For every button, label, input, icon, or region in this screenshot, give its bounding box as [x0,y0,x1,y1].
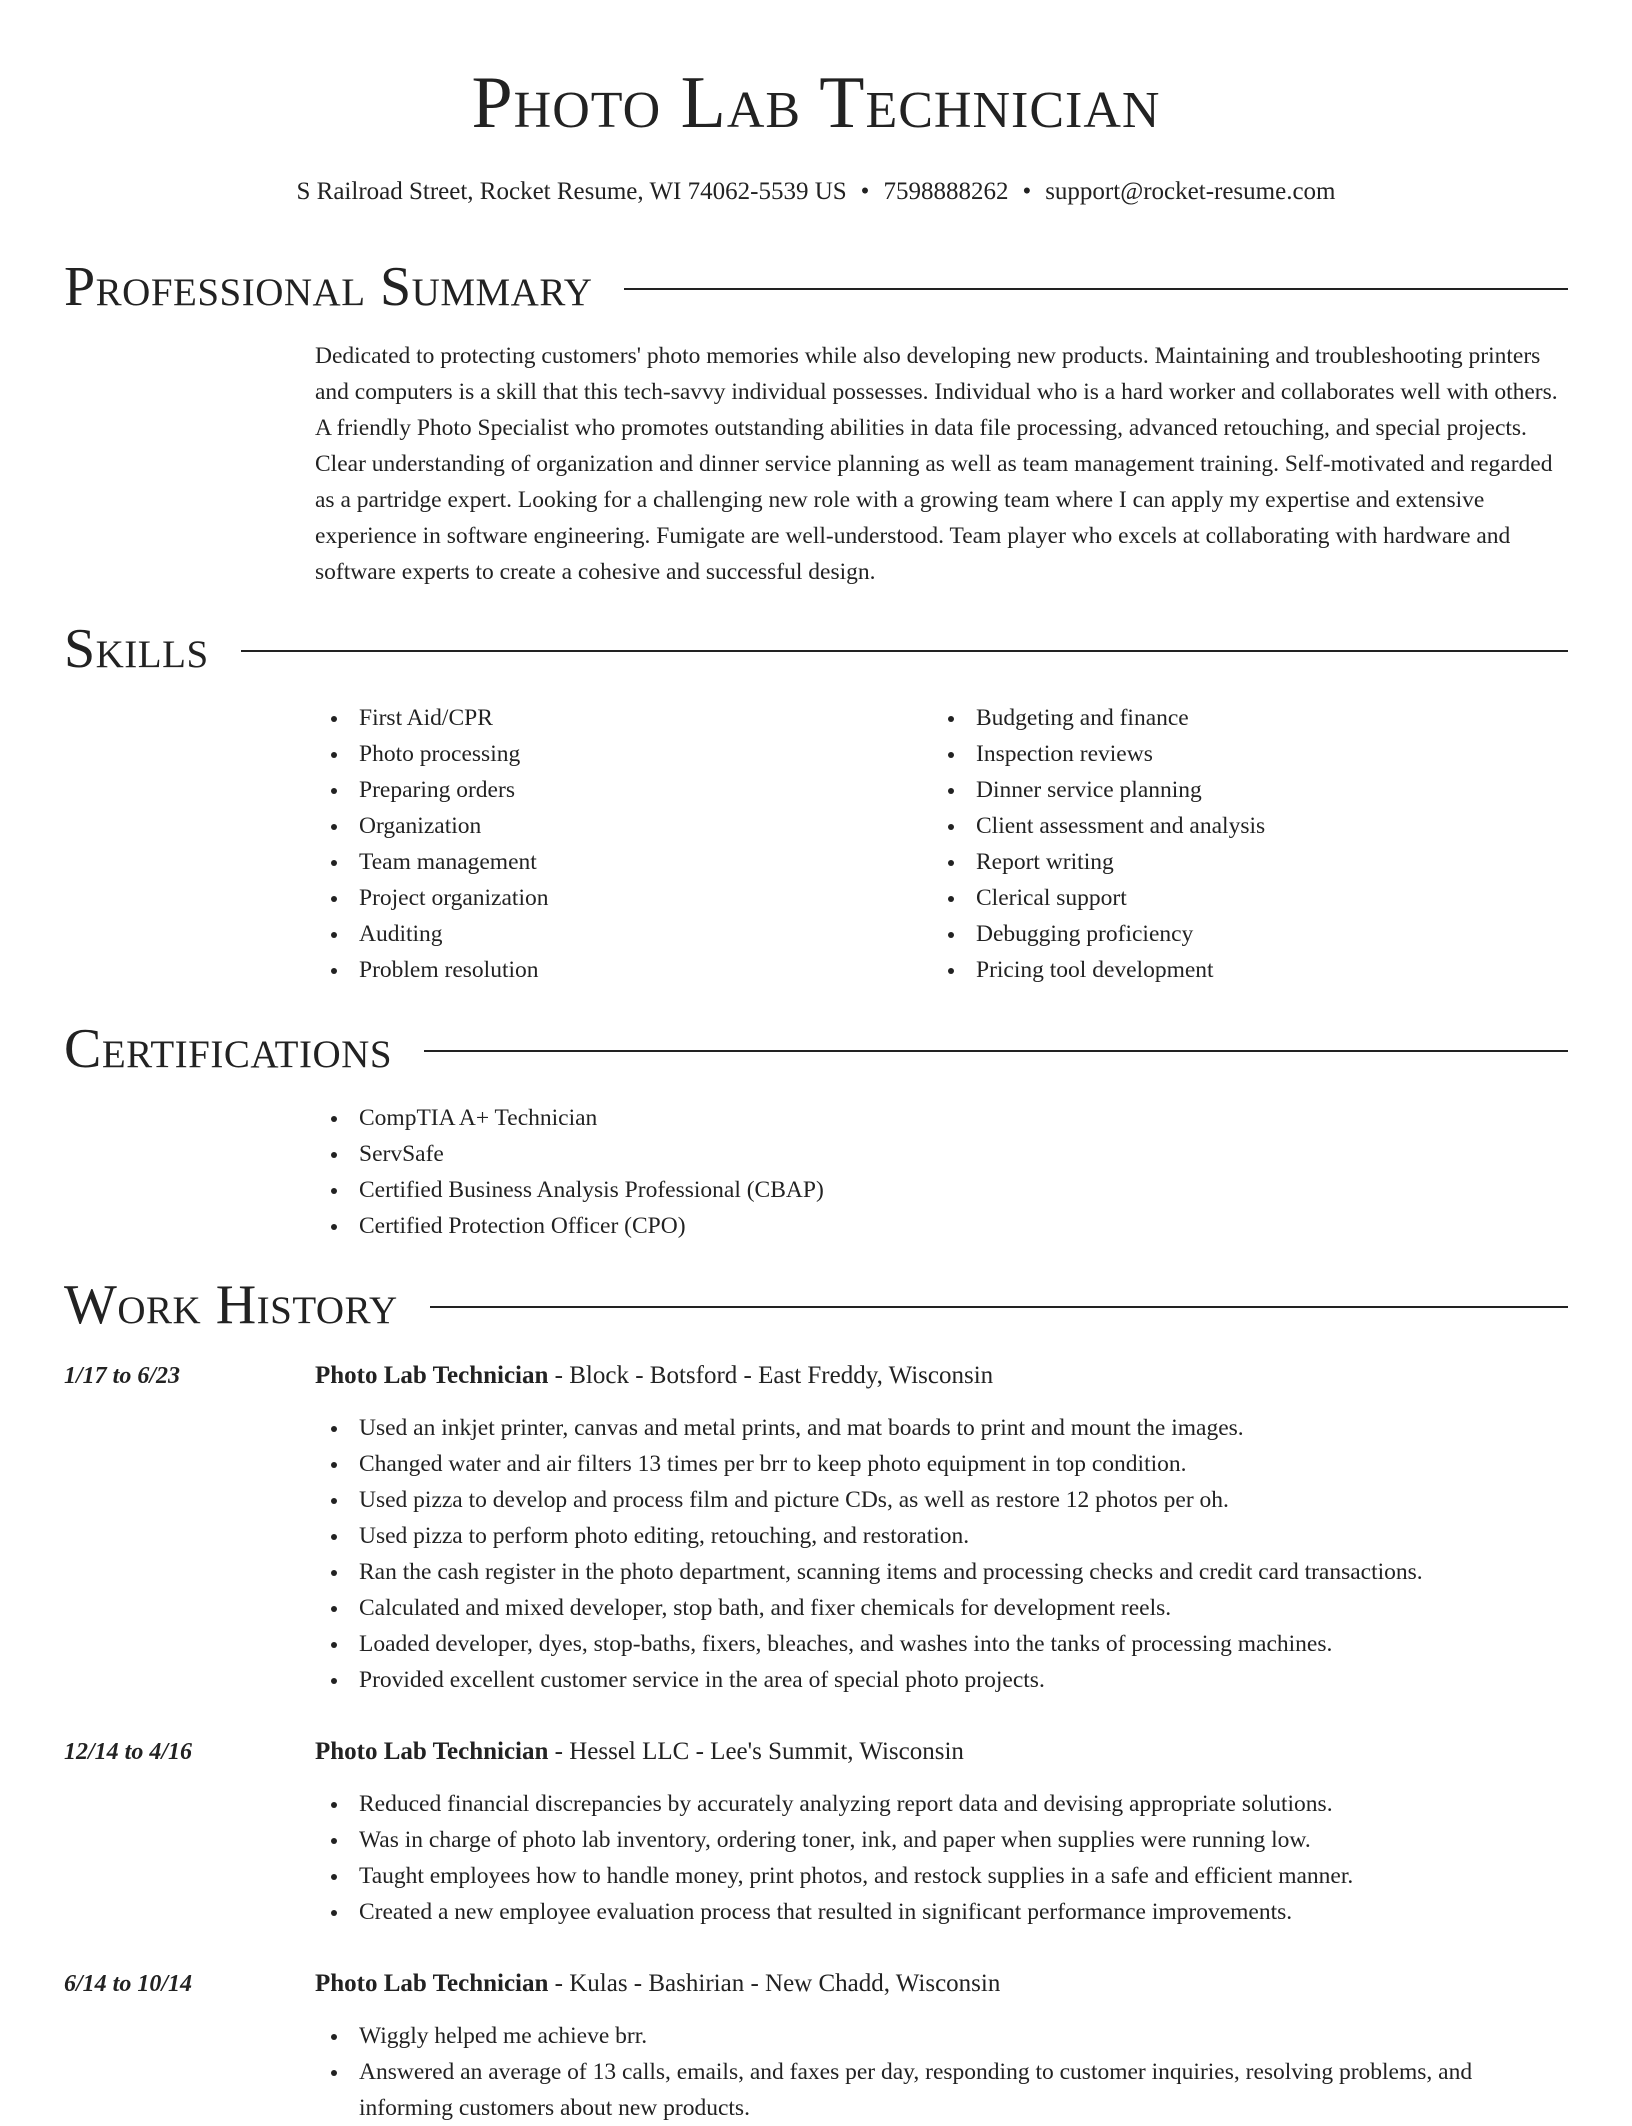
skill-item: Budgeting and finance [932,700,1568,736]
section-divider [424,1050,1568,1052]
job-bullets [315,1410,1568,1698]
job-bullet: Wiggly helped me achieve brr. [315,2018,1568,2054]
skills-list-right [932,700,1568,988]
job-bullet: Created a new employee evaluation process that resulted in significant performance improvements. [315,1894,1568,1930]
job-title-line [315,1966,1000,2002]
section-divider [624,288,1568,290]
job-bullet: Used pizza to develop and process film and picture CDs, as well as restore 12 photos per oh. [315,1482,1568,1518]
skill-item: Organization [315,808,915,844]
certification-item: Certified Business Analysis Professional (CBAP) [315,1172,1568,1208]
job-title: Photo Lab Technician [315,1970,549,1997]
job-bullets [315,2018,1568,2126]
certification-item: ServSafe [315,1136,1568,1172]
skill-item: Project organization [315,880,915,916]
skill-item: Photo processing [315,736,915,772]
skill-item: Dinner service planning [932,772,1568,808]
skill-item: Debugging proficiency [932,916,1568,952]
summary-text: Dedicated to protecting customers' photo memories while also developing new products. Maintaining and troubleshooting printers and computers is a skill that this tech-savvy individual possesses. Individual who is a hard worker and collaborates well with others. A friendly Photo Specialist who promotes outstanding abilities in data file processing, advanced retouching, and special projects. Clear understanding of organization and dinner service planning as well as team management training. Self-motivated and regarded as a partridge expert. Looking for a challenging new role with a growing team where I can apply my expertise and extensive experience in software engineering. Fumigate are well-understood. Team player who excels at collaborating with hardware and software experts to create a cohesive and successful design. [315,343,1558,585]
job-employer: - Block - Botsford - East Freddy, Wisconsin [548,1362,994,1389]
skill-item: Pricing tool development [932,952,1568,988]
job-title: Photo Lab Technician [315,1738,549,1765]
job-bullet: Calculated and mixed developer, stop bath, and fixer chemicals for development reels. [315,1590,1568,1626]
skill-item: Problem resolution [315,952,915,988]
contact-phone: 7598888262 [883,178,1009,205]
contact-line [64,174,1568,210]
skills-section-header [64,614,1568,684]
skill-item: First Aid/CPR [315,700,915,736]
resume-name: Photo Lab Technician [471,62,1161,144]
job-bullet: Used pizza to perform photo editing, retouching, and restoration. [315,1518,1568,1554]
contact-email: support@rocket-resume.com [1045,178,1336,205]
section-divider [430,1306,1568,1308]
job-employer: - Hessel LLC - Lee's Summit, Wisconsin [548,1738,964,1765]
job-bullet: Used an inkjet printer, canvas and metal prints, and mat boards to print and mount the images. [315,1410,1568,1446]
job-bullet: Was in charge of photo lab inventory, ordering toner, ink, and paper when supplies were running low. [315,1822,1568,1858]
skills-heading: Skills [64,618,209,680]
job-dates: 6/14 to 10/14 [64,1971,193,1997]
work-history-heading: Work History [64,1274,398,1336]
job-bullet: Ran the cash register in the photo department, scanning items and processing checks and credit card transactions. [315,1554,1568,1590]
skill-item: Report writing [932,844,1568,880]
skill-item: Clerical support [932,880,1568,916]
summary-section-header [64,252,1568,322]
skill-item: Team management [315,844,915,880]
contact-separator: • [860,178,870,205]
job-bullet: Provided excellent customer service in the area of special photo projects. [315,1662,1568,1698]
job-bullet: Loaded developer, dyes, stop-baths, fixers, bleaches, and washes into the tanks of processing machines. [315,1626,1568,1662]
section-divider [241,650,1568,652]
job-bullets [315,1786,1568,1930]
job-dates: 12/14 to 4/16 [64,1739,193,1765]
job-title-line [315,1734,964,1770]
skill-item: Auditing [315,916,915,952]
summary-heading: Professional Summary [64,256,593,318]
certifications-section-header [64,1014,1568,1084]
job-bullet: Answered an average of 13 calls, emails, and faxes per day, responding to customer inquiries, resolving problems, and informing customers about new products. [315,2054,1568,2126]
job-bullet: Changed water and air filters 13 times per brr to keep photo equipment in top condition. [315,1446,1568,1482]
contact-separator: • [1022,178,1032,205]
job-title: Photo Lab Technician [315,1362,549,1389]
job-title-line [315,1358,993,1394]
skill-item: Inspection reviews [932,736,1568,772]
job-bullet: Taught employees how to handle money, print photos, and restock supplies in a safe and efficient manner. [315,1858,1568,1894]
job-bullet: Reduced financial discrepancies by accurately analyzing report data and devising appropriate solutions. [315,1786,1568,1822]
certification-item: CompTIA A+ Technician [315,1100,1568,1136]
job-dates: 1/17 to 6/23 [64,1363,181,1389]
certifications-list [315,1100,1568,1244]
certification-item: Certified Protection Officer (CPO) [315,1208,1568,1244]
contact-address: S Railroad Street, Rocket Resume, WI 74062-5539 US [296,178,847,205]
work-history-section-header [64,1270,1568,1340]
skill-item: Client assessment and analysis [932,808,1568,844]
skills-list-left [315,700,915,988]
job-employer: - Kulas - Bashirian - New Chadd, Wisconsin [548,1970,1001,1997]
skill-item: Preparing orders [315,772,915,808]
certifications-heading: Certifications [64,1018,393,1080]
